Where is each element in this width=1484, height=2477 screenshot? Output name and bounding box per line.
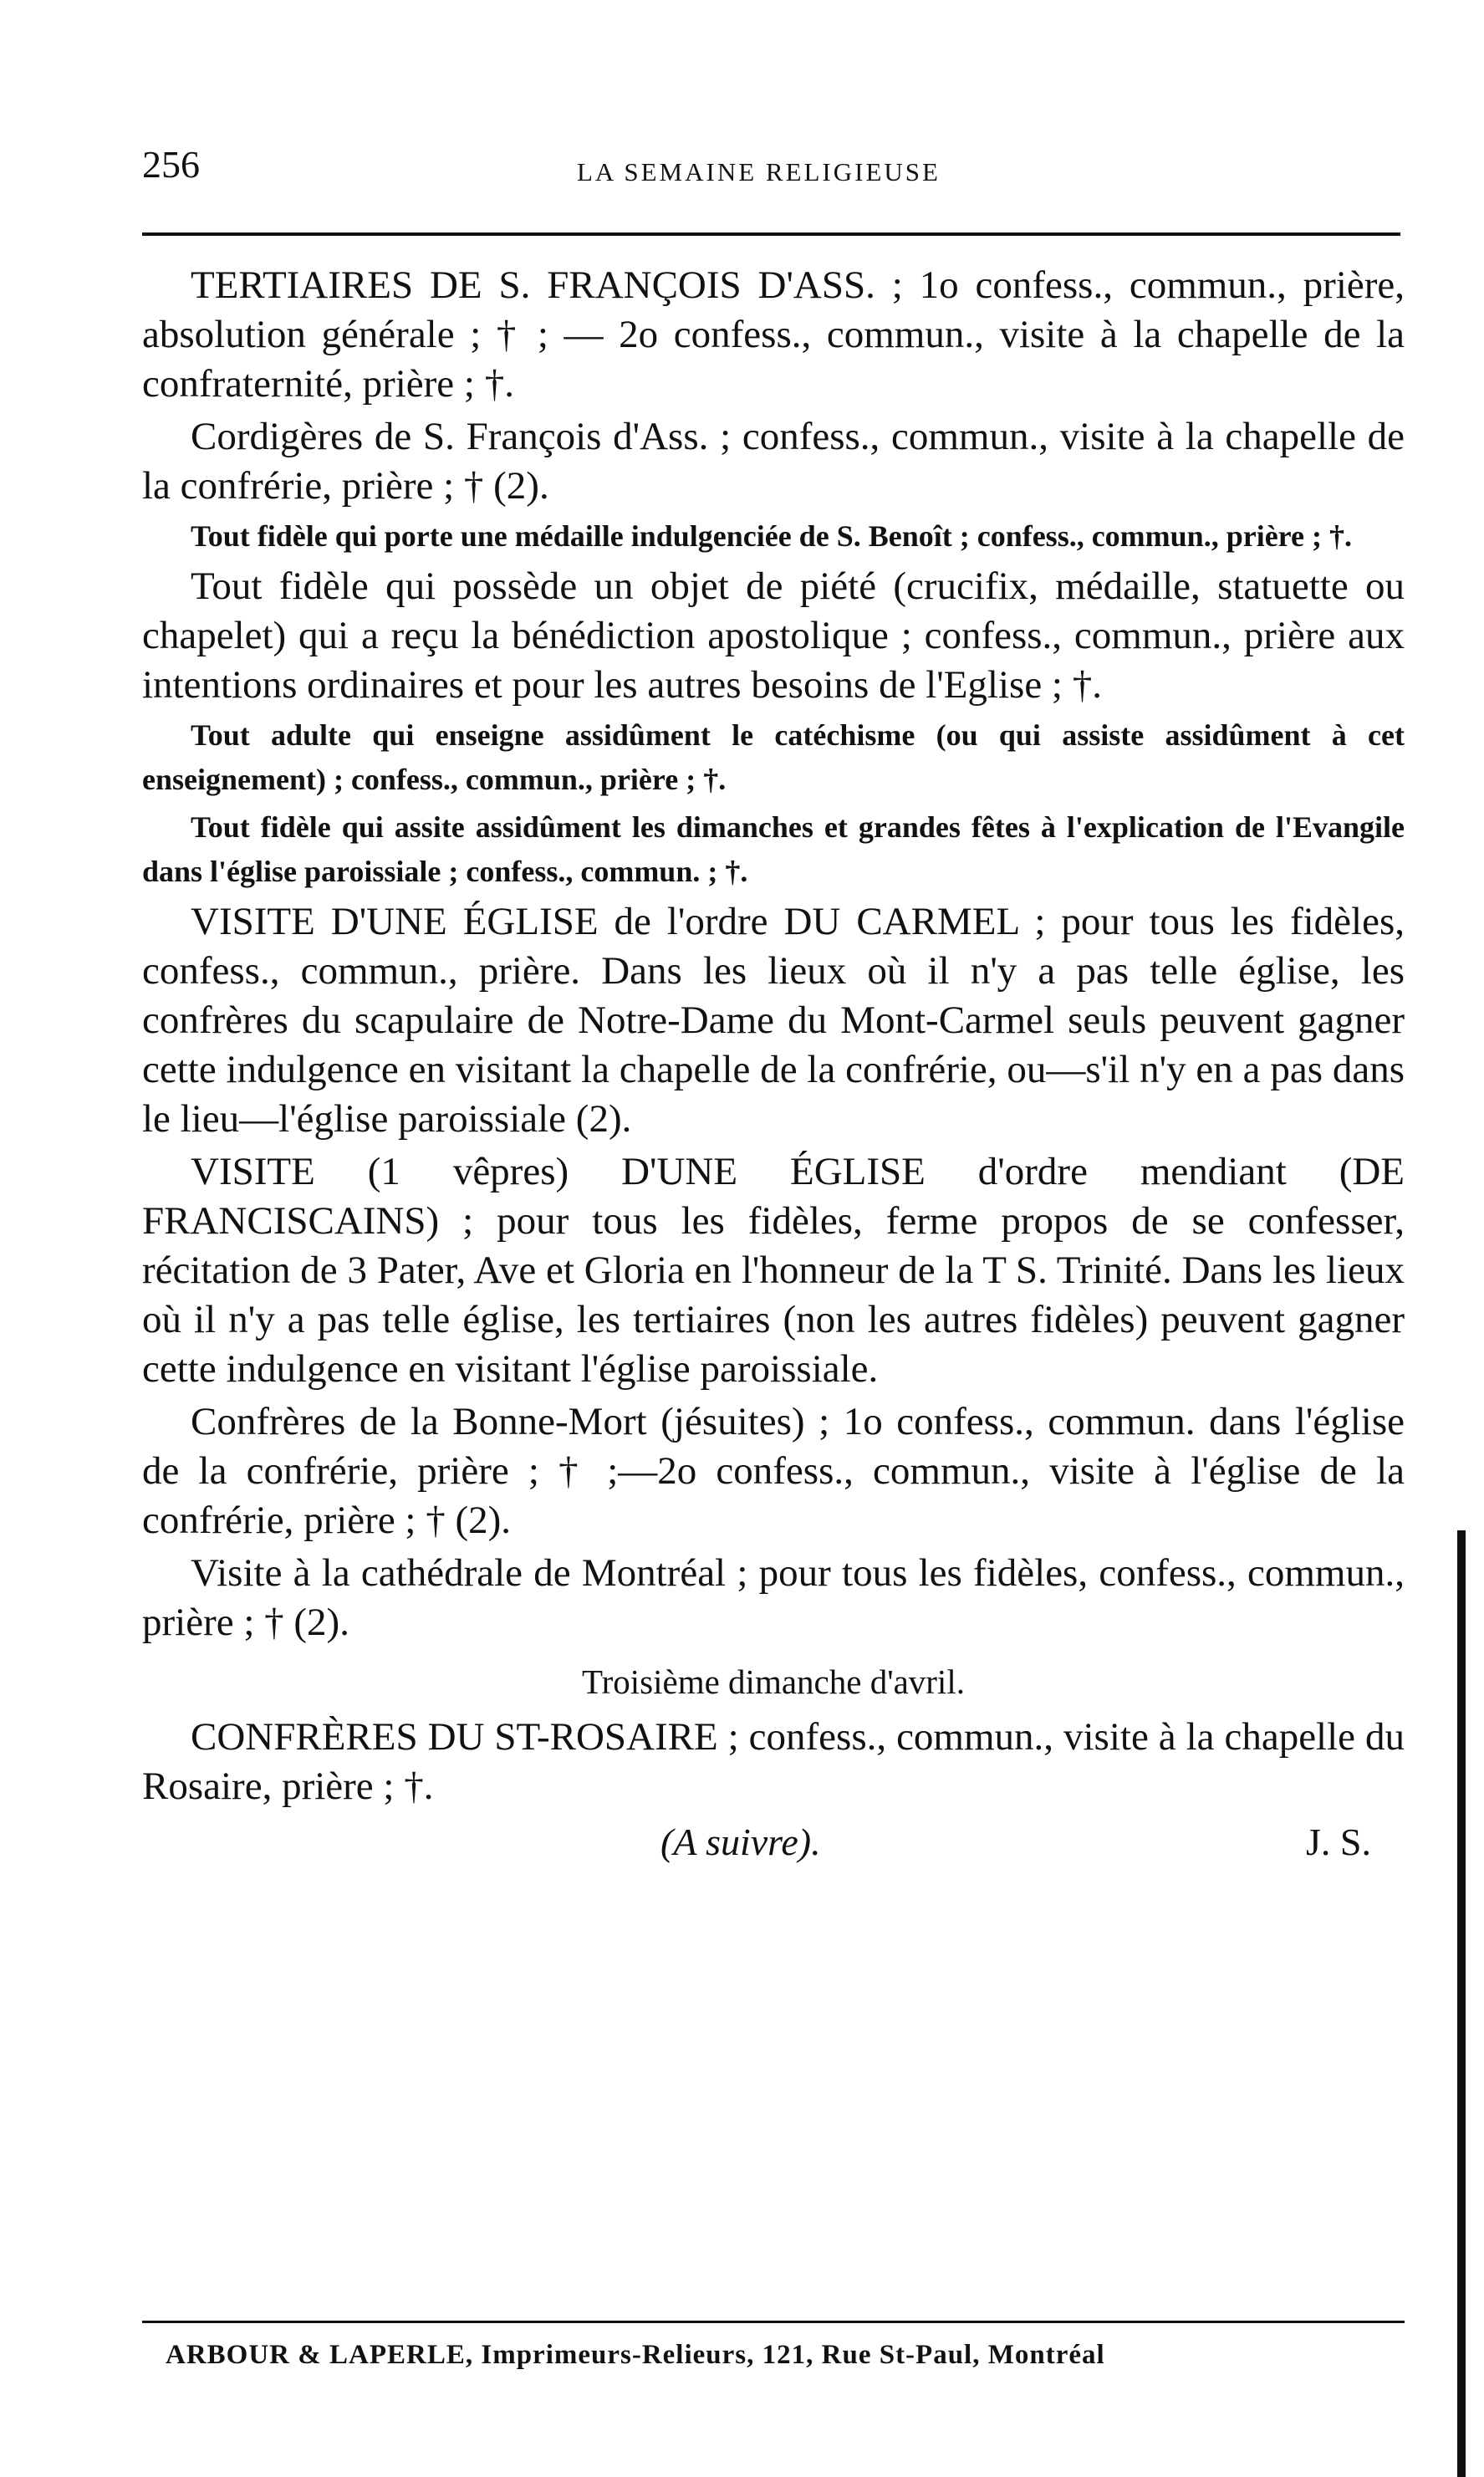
- footer-rule: [142, 2321, 1405, 2323]
- author-initials: J. S.: [1306, 1821, 1371, 1863]
- running-title: LA SEMAINE RELIGIEUSE: [577, 157, 941, 186]
- paragraph-evangile: Tout fidèle qui assite assidûment les dimanches et grandes fêtes à l'explication de l'Evangile dans l'église paroissiale ; confess., commun. ; †.: [142, 810, 1405, 888]
- page-header: [142, 142, 1396, 192]
- signoff: [142, 1815, 1405, 1877]
- paragraph-carmel: VISITE D'UNE ÉGLISE de l'ordre DU CARMEL ; pour tous les fidèles, confess., commun., prière. Dans les lieux où il n'y a pas telle église, les confrères du scapulaire de Notre-Dame du Mont-Carmel seuls peuvent gagner cette indulgence en visitant la chapelle de la confrérie, ou—s'il n'y en a pas dans le lieu—l'église paroissiale (2).: [142, 900, 1405, 1141]
- paragraph-cathedrale: Visite à la cathédrale de Montréal ; pour tous les fidèles, confess., commun., prière ; † (2).: [142, 1551, 1405, 1644]
- page-body: [142, 261, 1405, 1877]
- header-rule: [142, 232, 1400, 236]
- paragraph-rosaire: CONFRÈRES DU ST-ROSAIRE ; confess., commun., visite à la chapelle du Rosaire, prière ; †.: [142, 1715, 1405, 1808]
- continued-note: (A suivre).: [660, 1821, 821, 1863]
- paragraph-franciscains: VISITE (1 vêpres) D'UNE ÉGLISE d'ordre mendiant (DE FRANCISCAINS) ; pour tous les fidèles, ferme propos de se confesser, récitation de 3 Pater, Ave et Gloria en l'honneur de la T S. Trinité. Dans les lieux où il n'y a pas telle église, les tertiaires (non les autres fidèles) peuvent gagner cette indulgence en visitant l'église paroissiale.: [142, 1150, 1405, 1391]
- paragraph-medaille-benoit: Tout fidèle qui porte une médaille indulgenciée de S. Benoît ; confess., commun., prière ; †.: [191, 519, 1352, 553]
- paragraph-objet-piete: Tout fidèle qui possède un objet de piété (crucifix, médaille, statuette ou chapelet) qui a reçu la bénédiction apostolique ; confess., commun., prière aux intentions ordinaires et pour les autres besoins de l'Eglise ; †.: [142, 564, 1405, 707]
- paragraph-tertiaires: TERTIAIRES DE S. FRANÇOIS D'ASS. ; 1o confess., commun., prière, absolution générale ; † ; — 2o confess., commun., visite à la chapelle de la confraternité, prière ; †.: [142, 263, 1405, 406]
- page-edge-shadow: [1457, 1530, 1466, 2477]
- paragraph-cordigeres: Cordigères de S. François d'Ass. ; confess., commun., visite à la chapelle de la confrérie, prière ; † (2).: [142, 415, 1405, 508]
- printer-footer: ARBOUR & LAPERLE, Imprimeurs-Relieurs, 121, Rue St-Paul, Montréal: [166, 2340, 1105, 2370]
- paragraph-bonne-mort: Confrères de la Bonne-Mort (jésuites) ; 1o confess., commun. dans l'église de la confrérie, prière ; † ;—2o confess., commun., visite à l'église de la confrérie, prière ; † (2).: [142, 1400, 1405, 1542]
- section-heading: Troisième dimanche d'avril.: [582, 1662, 965, 1701]
- page-number: 256: [142, 143, 200, 186]
- paragraph-catechisme: Tout adulte qui enseigne assidûment le catéchisme (ou qui assiste assidûment à cet enseignement) ; confess., commun., prière ; †.: [142, 718, 1405, 796]
